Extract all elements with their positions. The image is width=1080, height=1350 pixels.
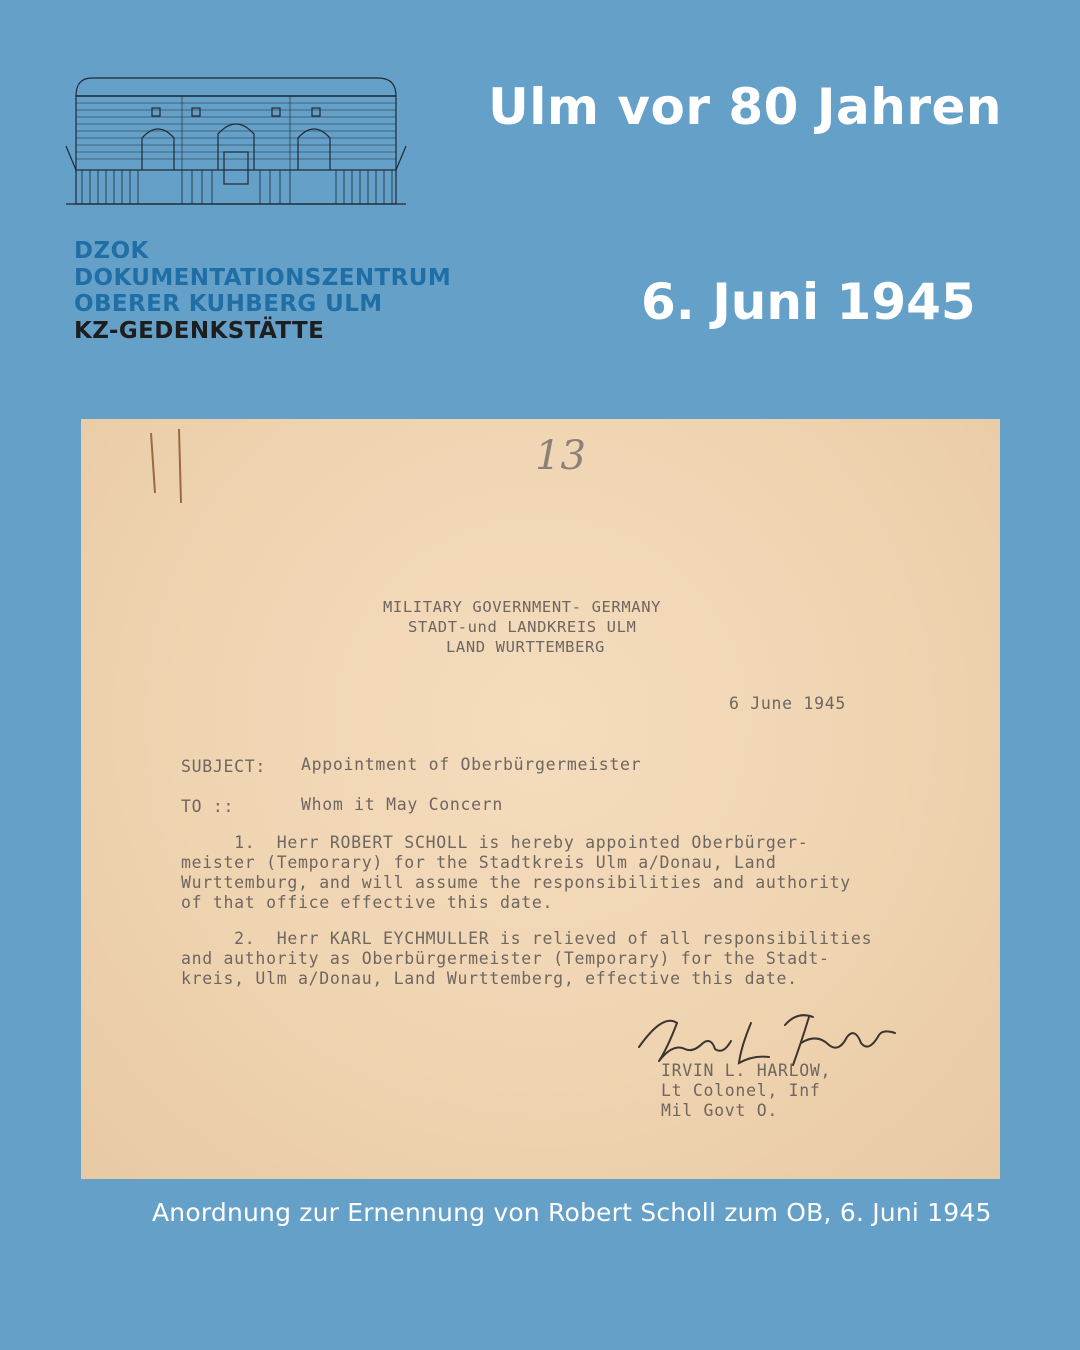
page-title: Ulm vor 80 Jahren <box>488 78 1002 136</box>
to-label: TO :: <box>181 797 235 816</box>
pencil-stroke-marks <box>143 427 193 507</box>
page-date: 6. Juni 1945 <box>641 273 976 331</box>
signatory-office: Mil Govt O. <box>661 1101 778 1120</box>
paragraph-2-line-3: kreis, Ulm a/Donau, Land Wurttemberg, effective this date. <box>181 969 798 988</box>
to-text: Whom it May Concern <box>301 795 504 814</box>
letterhead-line-3: LAND WURTTEMBERG <box>446 638 605 656</box>
org-line-dokumentationszentrum: DOKUMENTATIONSZENTRUM <box>74 264 452 291</box>
page-number-mark: 13 <box>535 433 586 479</box>
memorial-building-icon <box>62 72 408 208</box>
paragraph-1-line-3: Wurttemburg, and will assume the responsibilities and authority <box>181 873 851 892</box>
document-scan <box>81 419 1000 1179</box>
paragraph-1-line-4: of that office effective this date. <box>181 893 554 912</box>
signatory-name: IRVIN L. HARLOW, <box>661 1061 832 1080</box>
paragraph-1-line-1: 1. Herr ROBERT SCHOLL is hereby appointed Oberbürger- <box>181 833 809 852</box>
paragraph-1-line-2: meister (Temporary) for the Stadtkreis Ulm a/Donau, Land <box>181 853 777 872</box>
org-line-dzok: DZOK <box>74 238 149 264</box>
organization-name <box>74 238 451 344</box>
subject-text: Appointment of Oberbürgermeister <box>301 755 642 774</box>
subject-label: SUBJECT: <box>181 757 267 776</box>
paragraph-2-line-1: 2. Herr KARL EYCHMULLER is relieved of all responsibilities <box>181 929 873 948</box>
paragraph-2-line-2: and authority as Oberbürgermeister (Temporary) for the Stadt- <box>181 949 830 968</box>
document-date: 6 June 1945 <box>729 694 846 713</box>
org-line-kz-gedenkstaette: KZ-GEDENKSTÄTTE <box>74 317 325 344</box>
letterhead-line-1: MILITARY GOVERNMENT- GERMANY <box>383 598 662 616</box>
org-line-oberer-kuhberg: OBERER KUHBERG ULM <box>74 291 383 317</box>
image-caption: Anordnung zur Ernennung von Robert Scholl zum OB, 6. Juni 1945 <box>152 1198 992 1227</box>
signatory-rank: Lt Colonel, Inf <box>661 1081 821 1100</box>
letterhead-line-2: STADT-und LANDKREIS ULM <box>408 618 637 636</box>
